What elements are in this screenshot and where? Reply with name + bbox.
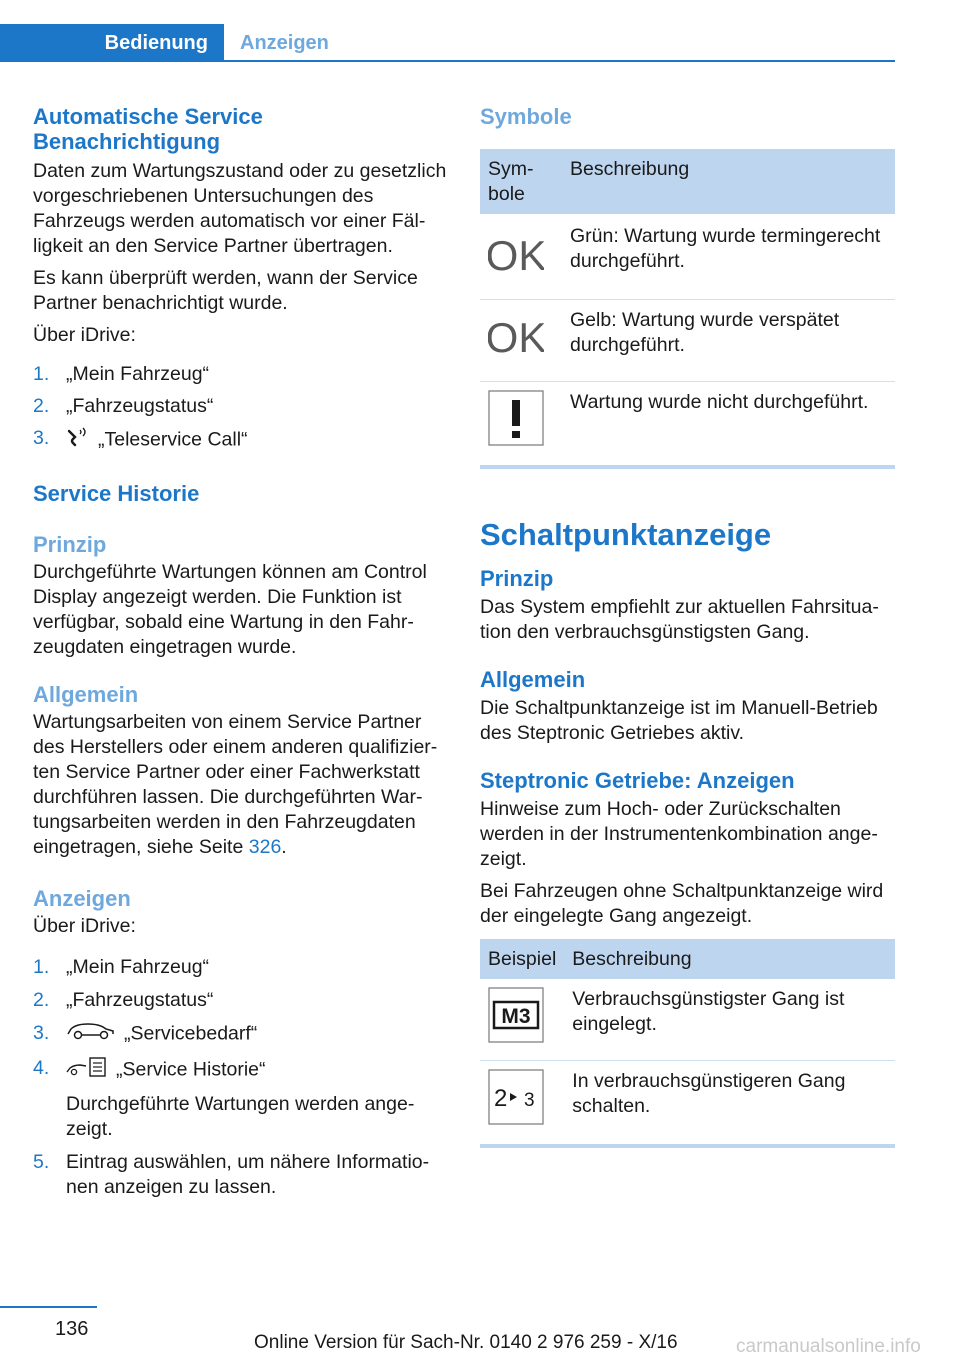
svg-text:OK: OK: [488, 314, 544, 361]
step-number: 3.: [33, 1022, 50, 1044]
list-item: [33, 955, 447, 980]
list-item: [33, 988, 447, 1013]
table-header-cell: Symbole: [480, 149, 562, 214]
paragraph-text: .: [281, 836, 287, 858]
paragraph: Über iDrive:: [33, 324, 136, 346]
step-number: 5.: [33, 1151, 50, 1173]
paragraph: Durchgeführte Wartungen können am Control Display angezeigt werden. Die Funktion ist verfügbar, sobald eine Wartung in den Fahrzeugdaten eingetragen wurde.: [33, 561, 427, 658]
paragraph-text: Wartungsarbeiten von einem Service Partner des Herstellers oder einem anderen qualifizierten Service Partner oder einer Fachwerkstatt durchführen lassen. Die durchgeführten Wartungsarbeiten werden in den Fahrzeugdaten eingetragen, siehe Seite: [33, 711, 438, 858]
table-header-cell: Beschreibung: [562, 149, 895, 214]
table-cell: [480, 300, 562, 382]
symbol-table: [480, 149, 895, 463]
ok-green-icon: [488, 226, 544, 282]
table-header-row: [480, 149, 895, 214]
table-header-cell: Beispiel: [480, 939, 564, 979]
list-item: [33, 1021, 447, 1048]
step-number: 2.: [33, 989, 50, 1011]
table-cell: Grün: Wartung wurde termingerecht durchgeführt.: [562, 214, 895, 300]
tab-bedienung[interactable]: Bedienung: [0, 24, 224, 62]
svg-text:OK: OK: [488, 232, 544, 279]
table-cell: [480, 979, 564, 1061]
table-row: [480, 214, 895, 300]
table-row: [480, 1061, 895, 1143]
paragraph: Über iDrive:: [33, 915, 136, 937]
page-number-rule: [0, 1306, 97, 1308]
table-cell: Wartung wurde nicht durchgeführt.: [570, 391, 869, 413]
step-text: Eintrag auswählen, um nähere Informationen anzeigen zu lassen.: [66, 1151, 430, 1198]
heading-prinzip: Prinzip: [33, 532, 107, 557]
list-item: [33, 394, 447, 419]
list-item: [33, 362, 447, 387]
gear-shift-icon: [488, 1069, 544, 1125]
teleservice-icon: [66, 426, 90, 455]
step-number: 3.: [33, 427, 50, 449]
step-text: „Teleservice Call“: [98, 428, 248, 451]
step-number: 1.: [33, 956, 50, 978]
step-text: „Fahrzeugstatus“: [66, 395, 214, 417]
ok-yellow-icon: [488, 308, 544, 364]
table-row: [480, 979, 895, 1061]
paragraph: Hinweise zum Hoch- oder Zurückschalten werden in der Instrumentenkombination angezeigt.: [480, 798, 878, 870]
table-cell: [480, 382, 562, 464]
gear-to: 3: [524, 1090, 535, 1111]
table-end-rule: [480, 465, 895, 469]
step-text: „Service Historie“: [116, 1058, 266, 1081]
page-number: 136: [55, 1318, 89, 1340]
gear-table: [480, 939, 895, 1142]
steps-list: [33, 362, 447, 455]
paragraph: [33, 710, 447, 860]
table-cell: Gelb: Wartung wurde verspätet durchgeführt.: [562, 300, 895, 382]
watermark: carmanualsonline.info: [736, 1336, 921, 1357]
heading-service-historie: Service Historie: [33, 481, 200, 506]
heading-symbole: Symbole: [480, 104, 572, 129]
steps-list: [33, 955, 447, 1200]
table-row: [480, 382, 895, 464]
header-rule: [0, 60, 895, 62]
car-service-icon: [66, 1021, 116, 1048]
paragraph: Die Schaltpunktanzeige ist im Manuell-Betrieb des Steptronic Getriebes aktiv.: [480, 697, 878, 744]
list-item: [33, 426, 447, 455]
step-text: „Servicebedarf“: [124, 1022, 258, 1045]
gear-from: 2: [494, 1085, 508, 1112]
left-column: [33, 104, 447, 1200]
heading-allgemein: Allgemein: [33, 682, 139, 707]
heading-prinzip: Prinzip: [480, 566, 554, 591]
list-item: [33, 1056, 447, 1142]
table-header-row: [480, 939, 895, 979]
step-subtext: Durchgeführte Wartungen werden angezeigt.: [66, 1093, 415, 1140]
table-cell: In verbrauchsgünstigeren Gang schalten.: [572, 1070, 846, 1117]
heading-allgemein: Allgemein: [480, 667, 586, 692]
step-text: „Mein Fahrzeug“: [66, 363, 210, 385]
step-number: 4.: [33, 1057, 50, 1079]
gear-label: M3: [501, 1005, 531, 1028]
heading-auto-service: Automatische Service Benachrichtigung: [33, 104, 263, 154]
right-column: [480, 104, 895, 1148]
step-number: 2.: [33, 395, 50, 417]
tab-anzeigen[interactable]: Anzeigen: [240, 32, 329, 54]
table-cell: Verbrauchsgünstigster Gang ist eingelegt.: [564, 979, 895, 1061]
service-history-icon: [66, 1056, 108, 1085]
page-link[interactable]: 326: [248, 836, 282, 858]
heading-schaltpunktanzeige: Schaltpunktanzeige: [480, 517, 772, 552]
step-text: „Fahrzeugstatus“: [66, 989, 214, 1011]
paragraph: Es kann überprüft werden, wann der Service Partner benachrichtigt wurde.: [33, 267, 418, 314]
paragraph: Daten zum Wartungszustand oder zu gesetzlich vorgeschriebenen Untersuchungen des Fahrzeugs werden automatisch vor einer Fälligkeit an den Service Partner übertragen.: [33, 160, 447, 257]
table-cell: [480, 214, 562, 300]
table-end-rule: [480, 1144, 895, 1148]
step-number: 1.: [33, 363, 50, 385]
paragraph: Bei Fahrzeugen ohne Schaltpunktanzeige wird der eingelegte Gang angezeigt.: [480, 880, 884, 927]
table-header-cell: Beschreibung: [564, 939, 895, 979]
list-item: [33, 1150, 447, 1200]
heading-steptronic: Steptronic Getriebe: Anzeigen: [480, 768, 795, 793]
paragraph: Das System empfiehlt zur aktuellen Fahrsituation den verbrauchsgünstigsten Gang.: [480, 596, 879, 643]
exclamation-icon: [488, 390, 544, 446]
footer-text: Online Version für Sach-Nr. 0140 2 976 259 - X/16: [254, 1332, 678, 1353]
step-text: „Mein Fahrzeug“: [66, 956, 210, 978]
heading-anzeigen: Anzeigen: [33, 886, 131, 911]
table-row: [480, 300, 895, 382]
header-bar: [0, 24, 895, 62]
gear-m3-icon: [488, 987, 544, 1043]
table-cell: [480, 1061, 564, 1143]
